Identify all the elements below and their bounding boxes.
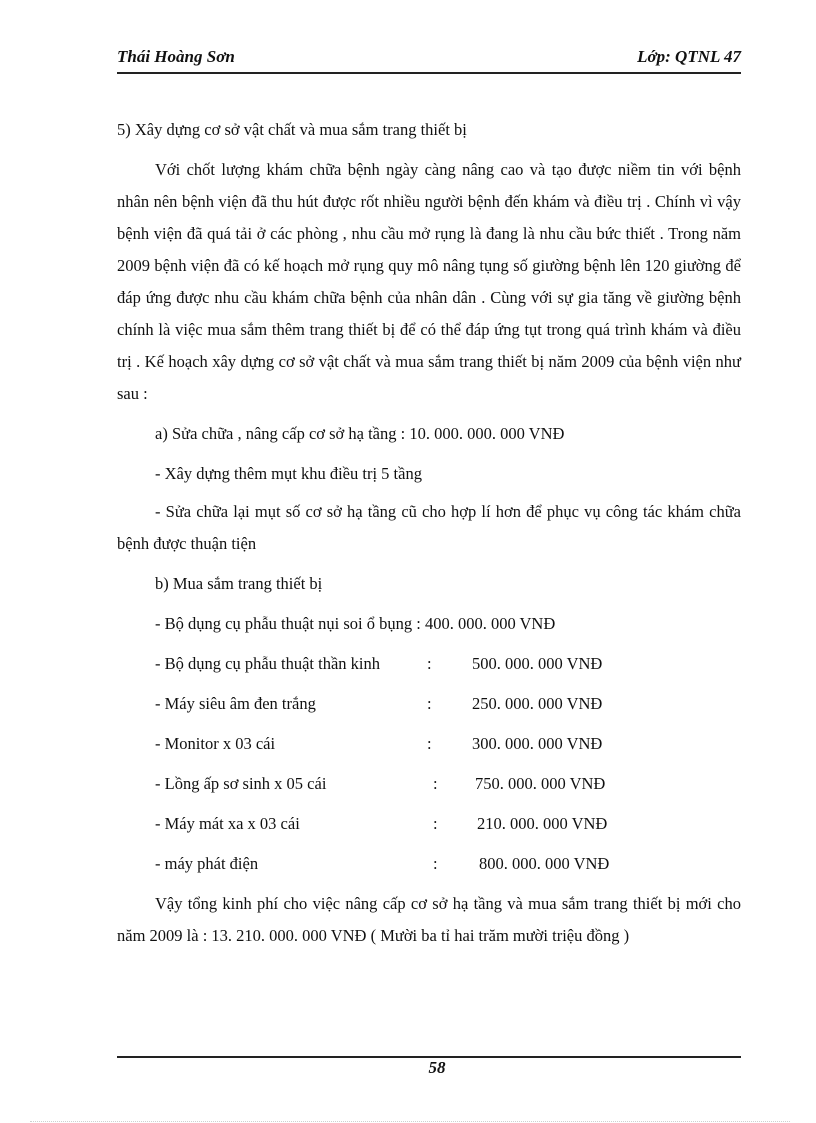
page-header	[117, 47, 741, 69]
equipment-row	[117, 844, 741, 884]
part-b-first-item: - Bộ dụng cụ phẫu thuật nụi soi ổ bụng : 400. 000. 000 VNĐ	[155, 614, 556, 633]
intro-paragraph: Với chốt lượng khám chữa bệnh ngày càng nâng cao và tạo được niềm tin với bệnh nhân nên bệnh viện đã thu hút được rốt nhiều người bệnh đến khám và điều trị . Chính vì vậy bệnh viện đã quá tải ở các phòng , nhu cầu mở rụng là đang là nhu cầu bức thiết . Trong năm 2009 bệnh viện đã có kế hoạch mở rụng quy mô nâng tụng số giường bệnh lên 120 giường để đáp ứng được nhu cầu khám chữa bệnh của nhân dân . Cùng với sự gia tăng về giường bệnh chính là việc mua sắm thêm trang thiết bị để có thể đáp ứng tụt trong quá trình khám và điều trị . Kế hoạch xây dựng cơ sở vật chất và mua sắm trang thiết bị năm 2009 của bệnh viện như sau :	[117, 160, 741, 403]
equipment-row	[117, 684, 741, 724]
equipment-amount: 500. 000. 000 VNĐ	[472, 654, 603, 673]
equipment-row	[117, 764, 741, 804]
equipment-label: - Máy siêu âm đen trắng	[155, 694, 316, 713]
equipment-colon: :	[427, 694, 432, 713]
equipment-amount: 800. 000. 000 VNĐ	[479, 854, 610, 873]
equipment-colon: :	[433, 774, 438, 793]
header-author: Thái Hoàng Sơn	[117, 47, 235, 66]
page-number: 58	[428, 1058, 446, 1077]
part-b-title: b) Mua sắm trang thiết bị	[155, 574, 323, 593]
part-a-item-2: - Sửa chữa lại mụt số cơ sở hạ tầng cũ cho hợp lí hơn để phục vụ công tác khám chữa bệnh được thuận tiện	[117, 502, 741, 553]
part-a-title: a) Sửa chữa , nâng cấp cơ sở hạ tầng : 10. 000. 000. 000 VNĐ	[155, 424, 565, 443]
section-title: 5) Xây dựng cơ sở vật chất và mua sắm trang thiết bị	[117, 120, 467, 139]
equipment-amount: 750. 000. 000 VNĐ	[475, 774, 606, 793]
equipment-colon: :	[433, 814, 438, 833]
equipment-colon: :	[427, 654, 432, 673]
equipment-row	[117, 644, 741, 684]
equipment-colon: :	[427, 734, 432, 753]
equipment-colon: :	[433, 854, 438, 873]
header-divider	[117, 72, 741, 74]
page-body	[117, 114, 741, 952]
equipment-label: - Bộ dụng cụ phẫu thuật thần kinh	[155, 654, 381, 673]
page-edge-dotted-line	[30, 1121, 790, 1122]
equipment-row	[117, 724, 741, 764]
equipment-amount: 300. 000. 000 VNĐ	[472, 734, 603, 753]
summary-paragraph: Vậy tổng kinh phí cho việc nâng cấp cơ sở hạ tầng và mua sắm trang thiết bị mới cho năm 2009 là : 13. 210. 000. 000 VNĐ ( Mười ba tỉ hai trăm mười triệu đồng )	[117, 894, 741, 945]
equipment-amount: 250. 000. 000 VNĐ	[472, 694, 603, 713]
equipment-label: - Monitor x 03 cái	[155, 734, 276, 753]
equipment-label: - máy phát điện	[155, 854, 259, 873]
equipment-row	[117, 804, 741, 844]
part-a-item-1: - Xây dựng thêm mụt khu điều trị 5 tầng	[155, 464, 422, 483]
equipment-label: - Lồng ấp sơ sinh x 05 cái	[155, 774, 327, 793]
header-class: Lớp: QTNL 47	[637, 47, 741, 66]
equipment-amount: 210. 000. 000 VNĐ	[477, 814, 608, 833]
equipment-label: - Máy mát xa x 03 cái	[155, 814, 300, 833]
